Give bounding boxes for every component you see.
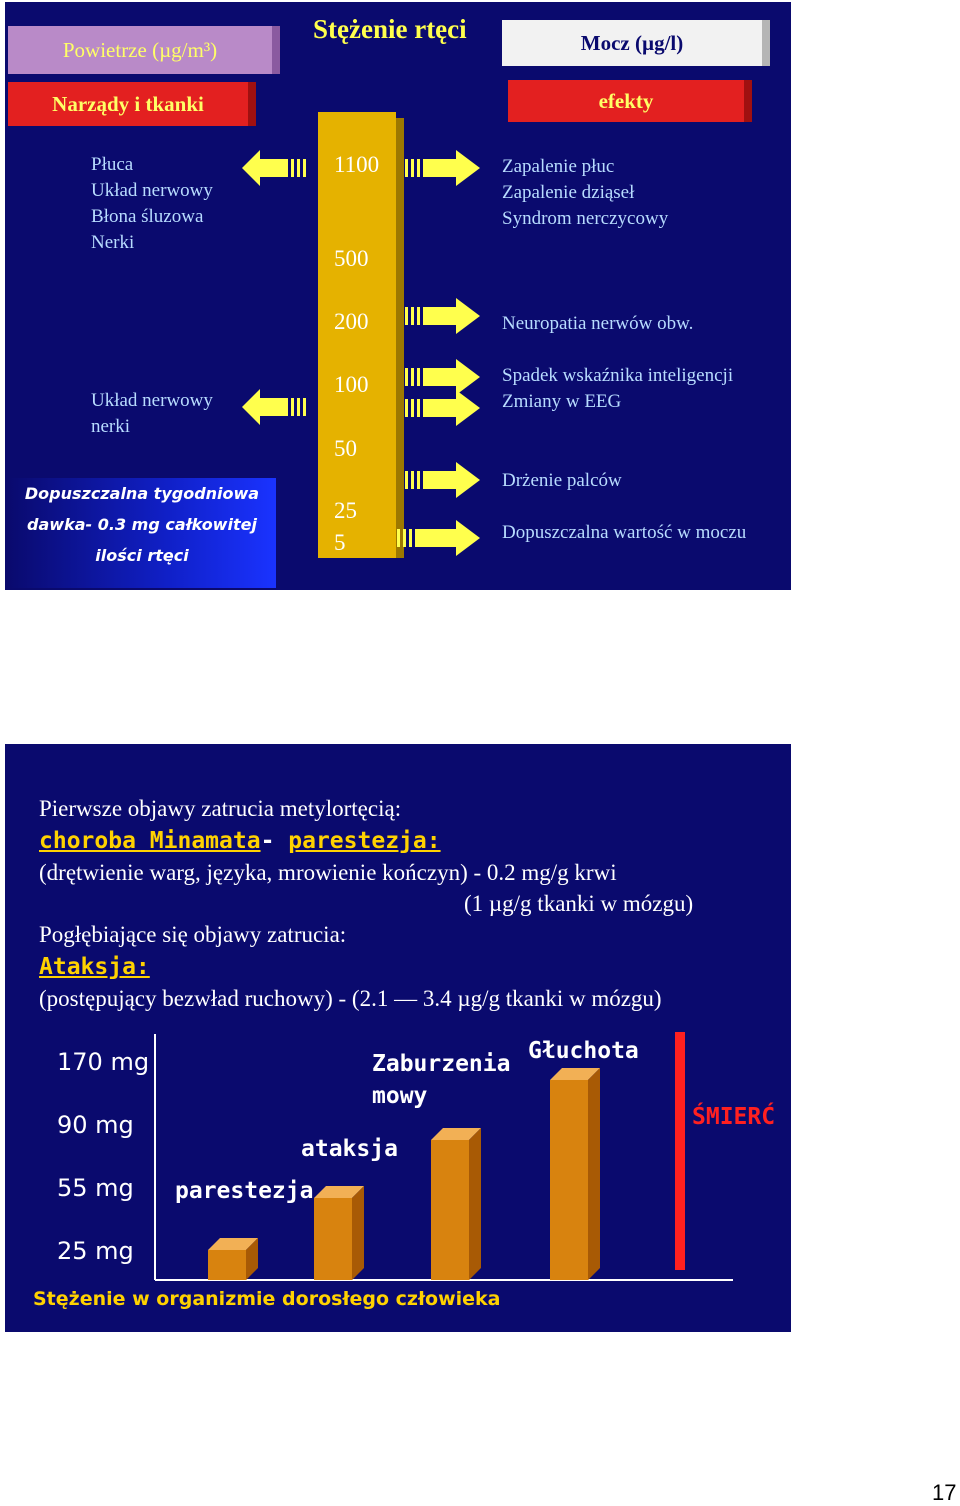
scale-1100: 1100 [334, 152, 380, 177]
organs-header-box [8, 82, 256, 126]
arrow-left-icon [242, 148, 308, 188]
paresthesia-term: parestezja: [288, 828, 441, 854]
arrow-right-icon [396, 518, 482, 558]
effects-list-iq [502, 363, 733, 415]
urine-header-box [502, 20, 770, 66]
scale-25: 25 [334, 498, 357, 523]
scale-200: 200 [334, 309, 369, 334]
effect-item: Zapalenie dziąseł [502, 182, 635, 203]
scale-500: 500 [334, 246, 369, 271]
y-tick-label: 25 mg [57, 1237, 134, 1265]
organs-list-lower [91, 388, 213, 440]
bar-label: ataksja [301, 1136, 398, 1162]
arrow-right-icon [404, 388, 482, 428]
concentration-title: Stężenie rtęci [313, 14, 467, 44]
urine-header-label: Mocz (µg/l) [502, 20, 762, 66]
weekly-dose-line: ilości rtęci [95, 546, 189, 565]
first-symptoms-heading: Pierwsze objawy zatrucia metylortęcią: [39, 796, 402, 821]
brain-tissue-level: (1 µg/g tkanki w mózgu) [464, 891, 694, 916]
minamata-term: choroba Minamata [39, 828, 261, 854]
ataxia-term: Ataksja: [39, 954, 150, 980]
organ-item: Błona śluzowa [91, 206, 204, 227]
death-label: ŚMIERĆ [692, 1104, 776, 1130]
y-tick-label: 55 mg [57, 1174, 134, 1202]
organ-item: Układ nerwowy [91, 390, 213, 411]
effect-urine-limit: Dopuszczalna wartość w moczu [502, 522, 747, 543]
weekly-dose-line: dawka- 0.3 mg całkowitej [27, 515, 257, 534]
effect-item: Spadek wskaźnika inteligencji [502, 365, 734, 386]
bar-label: mowy [372, 1083, 428, 1109]
arrow-right-icon [404, 148, 482, 188]
slide-methylmercury-symptoms [5, 744, 791, 1332]
ataxia-description: (postępujący bezwład ruchowy) - (2.1 — 3.4 µg/g tkanki w mózgu) [39, 986, 662, 1011]
bar-label: Głuchota [528, 1038, 639, 1064]
y-tick-label: 170 mg [57, 1048, 150, 1076]
effect-item: Zapalenie płuc [502, 156, 615, 177]
x-axis-caption: Stężenie w organizmie dorosłego człowieka [33, 1288, 501, 1310]
bar-głuchota [550, 1080, 588, 1280]
concentration-column [318, 112, 396, 558]
effect-tremor: Drżenie palców [502, 470, 622, 491]
effect-neuropathy: Neuropatia nerwów obw. [502, 313, 694, 334]
effect-item: Zmiany w EEG [502, 391, 622, 412]
effect-item: Syndrom nerczycowy [502, 208, 669, 229]
bar-ataksja [314, 1198, 352, 1280]
arrow-right-icon [404, 460, 482, 500]
effects-list-upper [502, 154, 668, 232]
bar-label: parestezja [175, 1178, 314, 1204]
bar-label: Zaburzenia [372, 1051, 511, 1077]
weekly-dose-box [8, 478, 276, 588]
organs-list-upper [91, 152, 213, 256]
scale-50: 50 [334, 436, 357, 461]
effects-header-box [508, 80, 752, 122]
slide-mercury-concentration [5, 2, 791, 590]
air-header-label: Powietrze (µg/m³) [8, 26, 272, 74]
arrow-right-icon [404, 296, 482, 336]
organ-item: Płuca [91, 154, 134, 175]
effects-header-label: efekty [508, 80, 744, 122]
bar-parestezja [208, 1250, 246, 1280]
organs-header-label: Narządy i tkanki [8, 82, 248, 126]
concentration-bar-chart [5, 1014, 791, 1332]
air-header-box [8, 26, 280, 74]
minamata-line [39, 828, 441, 854]
dash: - [260, 828, 289, 854]
page-number: 17 [932, 1480, 957, 1505]
y-tick-label: 90 mg [57, 1111, 134, 1139]
bar-side [352, 1186, 364, 1280]
death-bar [675, 1032, 685, 1270]
arrow-left-icon [242, 387, 308, 427]
scale-100: 100 [334, 372, 369, 397]
worsening-symptoms-heading: Pogłębiające się objawy zatrucia: [39, 922, 347, 947]
weekly-dose-line: Dopuszczalna tygodniowa [24, 484, 260, 503]
scale-5: 5 [334, 530, 346, 555]
bar-zaburzenia-mowy [431, 1140, 469, 1280]
organ-item: Nerki [91, 232, 135, 253]
bar-side [588, 1068, 600, 1280]
concentration-column-side [396, 118, 404, 558]
paresthesia-description: (drętwienie warg, języka, mrowienie kończyn) - 0.2 mg/g krwi [39, 860, 617, 885]
organ-item: Układ nerwowy [91, 180, 213, 201]
organ-item: nerki [91, 416, 131, 437]
bar-side [469, 1128, 481, 1280]
